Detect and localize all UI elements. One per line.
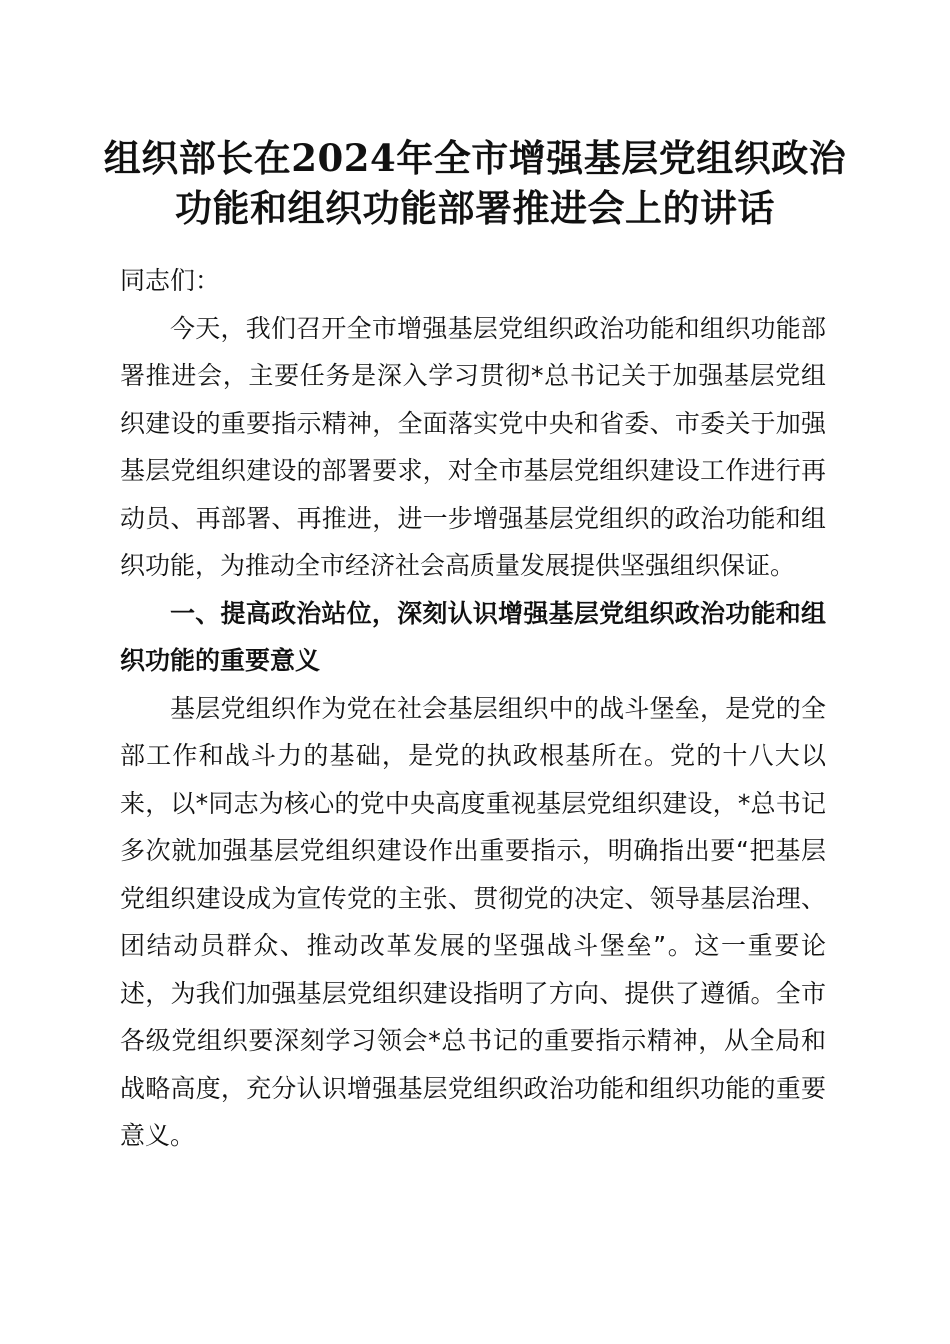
paragraph-intro: 今天，我们召开全市增强基层党组织政治功能和组织功能部署推进会，主要任务是深入学习贯彻*总书记关于加强基层党组织建设的重要指示精神，全面落实党中央和省委、市委关于加强基层党组织建设的部署要求，对全市基层党组织建设工作进行再动员、再部署、再推进，进一步增强基层党组织的政治功能和组织功能，为推动全市经济社会高质量发展提供坚强组织保证。 — [120, 313, 826, 580]
document-title — [80, 133, 870, 233]
section-heading-1: 一、提高政治站位，深刻认识增强基层党组织政治功能和组织功能的重要意义 — [120, 598, 826, 675]
title-line-1: 组织部长在2024年全市增强基层党组织政治 — [103, 136, 847, 180]
document-body — [120, 257, 826, 1160]
paragraph-section-1: 基层党组织作为党在社会基层组织中的战斗堡垒，是党的全部工作和战斗力的基础，是党的执政根基所在。党的十八大以来，以*同志为核心的党中央高度重视基层党组织建设，*总书记多次就加强基层党组织建设作出重要指示，明确指出要“把基层党组织建设成为宣传党的主张、贯彻党的决定、领导基层治理、团结动员群众、推动改革发展的坚强战斗堡垒”。这一重要论述，为我们加强基层党组织建设指明了方向、提供了遵循。全市各级党组织要深刻学习领会*总书记的重要指示精神，从全局和战略高度，充分认识增强基层党组织政治功能和组织功能的重要意义。 — [120, 693, 826, 1150]
title-line-2: 功能和组织功能部署推进会上的讲话 — [175, 186, 775, 230]
salutation: 同志们： — [120, 266, 221, 295]
